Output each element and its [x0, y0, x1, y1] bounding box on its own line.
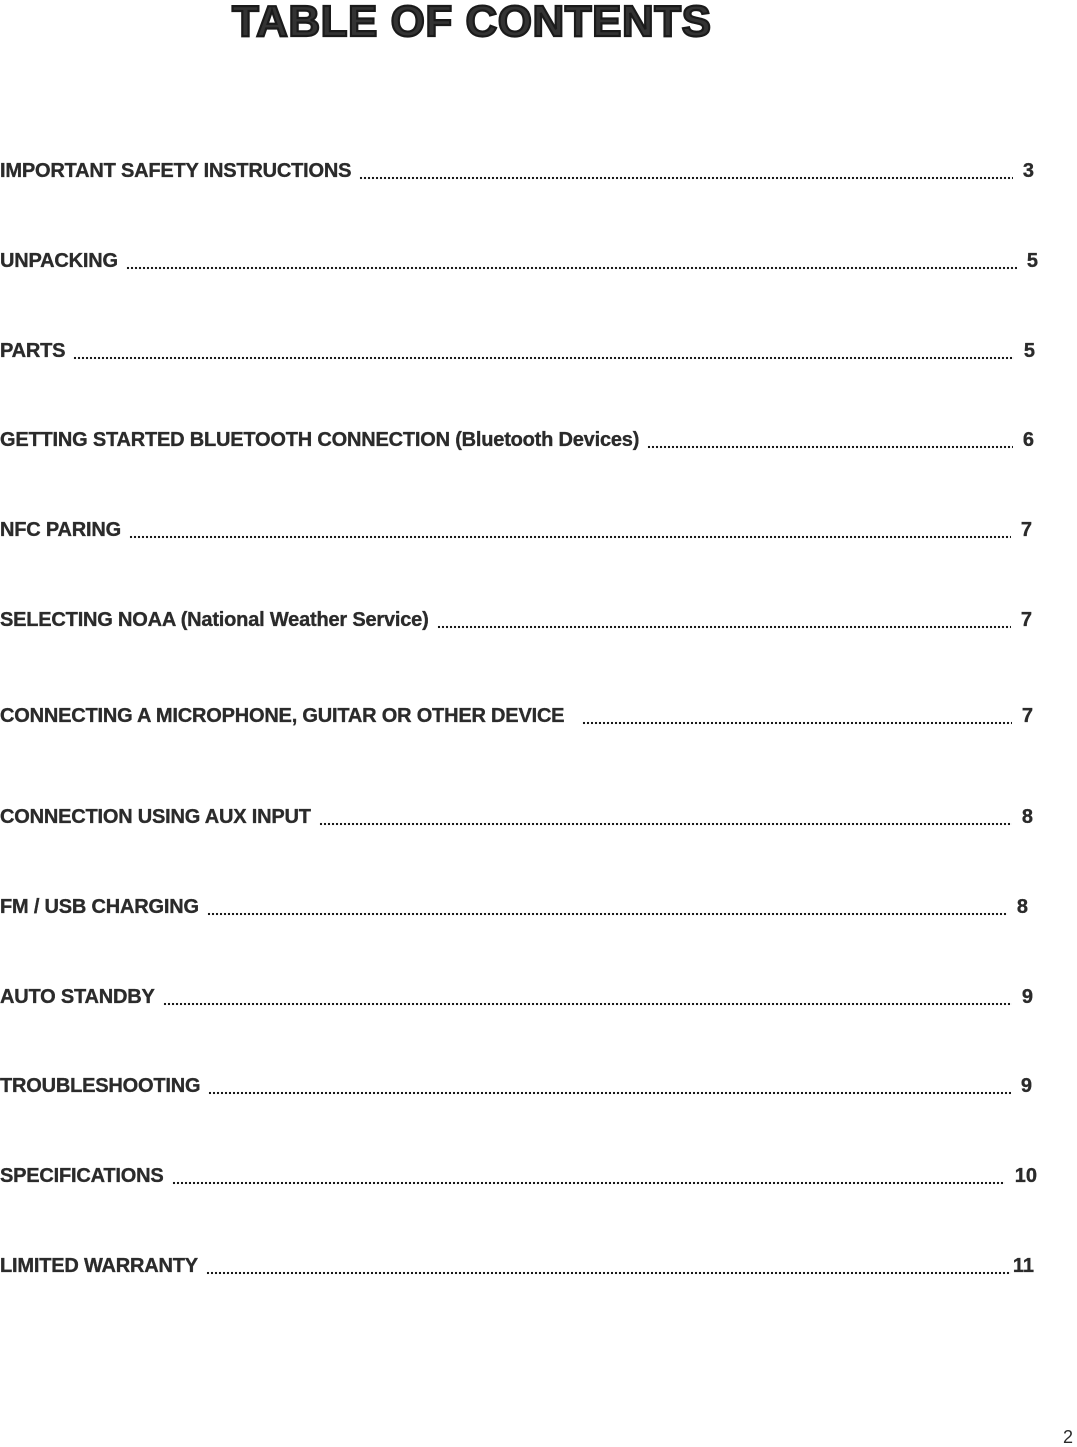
toc-entry-page: 7 — [1021, 705, 1033, 727]
toc-entry-connecting-microphone[interactable] — [0, 701, 1033, 731]
page-number: 2 — [1062, 1427, 1073, 1447]
toc-entry-label: IMPORTANT SAFETY INSTRUCTIONS — [0, 160, 352, 182]
toc-entry-aux-input[interactable] — [0, 802, 1033, 832]
toc-entry-label: SELECTING NOAA (National Weather Service) — [0, 609, 429, 631]
dot-leader — [206, 1271, 1011, 1275]
dot-leader — [208, 1091, 1011, 1095]
toc-entry-page: 9 — [1020, 1075, 1032, 1097]
toc-entry-nfc-paring[interactable] — [0, 515, 1032, 545]
toc-entry-selecting-noaa[interactable] — [0, 605, 1032, 635]
dot-leader — [319, 822, 1012, 826]
toc-entry-label: SPECIFICATIONS — [0, 1165, 164, 1187]
toc-entry-label: AUTO STANDBY — [0, 986, 155, 1008]
toc-entry-page: 7 — [1020, 609, 1032, 631]
dot-leader — [207, 912, 1007, 916]
toc-entry-page: 8 — [1021, 806, 1033, 828]
dot-leader — [437, 625, 1011, 629]
dot-leader — [582, 721, 1012, 725]
toc-entry-label: NFC PARING — [0, 519, 121, 541]
toc-entry-unpacking[interactable] — [0, 246, 1038, 276]
toc-entry-page: 7 — [1020, 519, 1032, 541]
toc-entry-parts[interactable] — [0, 336, 1035, 366]
toc-entry-label: TROUBLESHOOTING — [0, 1075, 201, 1097]
toc-entry-page: 3 — [1022, 160, 1034, 182]
toc-entry-safety-instructions[interactable] — [0, 156, 1034, 186]
dot-leader — [647, 445, 1013, 449]
dot-leader — [163, 1002, 1012, 1006]
toc-entry-page: 5 — [1023, 340, 1035, 362]
toc-entry-page: 6 — [1022, 429, 1034, 451]
toc-entry-fm-usb-charging[interactable] — [0, 892, 1028, 922]
toc-entry-specifications[interactable] — [0, 1161, 1037, 1191]
dot-leader — [359, 176, 1013, 180]
toc-entry-bluetooth-connection[interactable] — [0, 425, 1034, 455]
toc-entry-label: UNPACKING — [0, 250, 118, 272]
toc-entry-auto-standby[interactable] — [0, 982, 1033, 1012]
toc-entry-label: PARTS — [0, 340, 66, 362]
dot-leader — [126, 266, 1017, 270]
toc-entry-page: 11 — [1012, 1255, 1034, 1277]
toc-entry-limited-warranty[interactable] — [0, 1251, 1034, 1281]
dot-leader — [73, 356, 1014, 360]
toc-entry-page: 9 — [1021, 986, 1033, 1008]
page-title: TABLE OF CONTENTS — [232, 0, 712, 46]
dot-leader — [172, 1181, 1005, 1185]
toc-entry-page: 8 — [1016, 896, 1028, 918]
toc-entry-page: 10 — [1014, 1165, 1037, 1187]
toc-entry-label: CONNECTING A MICROPHONE, GUITAR OR OTHER DEVICE — [0, 705, 565, 727]
toc-entry-page: 5 — [1026, 250, 1038, 272]
toc-entry-label: CONNECTION USING AUX INPUT — [0, 806, 311, 828]
toc-entry-label: FM / USB CHARGING — [0, 896, 199, 918]
toc-entry-troubleshooting[interactable] — [0, 1071, 1032, 1101]
dot-leader — [129, 535, 1011, 539]
toc-entry-label: GETTING STARTED BLUETOOTH CONNECTION (Bluetooth Devices) — [0, 429, 640, 451]
toc-entry-label: LIMITED WARRANTY — [0, 1255, 198, 1277]
